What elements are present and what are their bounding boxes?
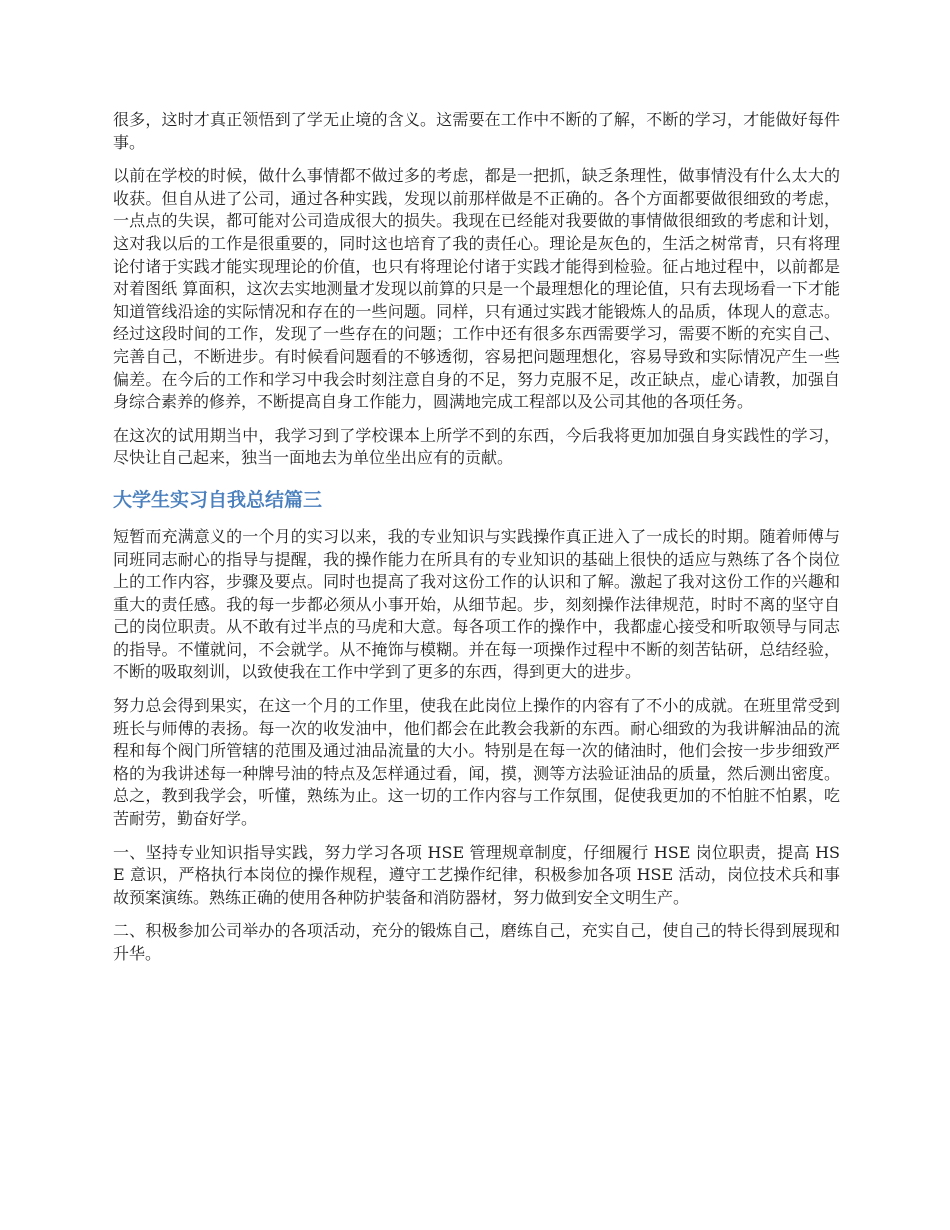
section-heading: 大学生实习自我总结篇三 (113, 488, 323, 511)
paragraph-7: 二、积极参加公司举办的各项活动，充分的锻炼自己，磨练自己，充实自己，使自己的特长得到展现和升华。 (113, 921, 840, 963)
paragraph-2: 以前在学校的时候，做什么事情都不做过多的考虑，都是一把抓，缺乏条理性，做事情没有什么太大的收获。但自从进了公司，通过各种实践，发现以前那样做是不正确的。各个方面都要做很细致的考虑，一点点的失误，都可能对公司造成很大的损失。我现在已经能对我要做的事情做很细致的考虑和计划，这对我以后的工作是很重要的，同时这也培育了我的责任心。理论是灰色的，生活之树常青，只有将理论付诸于实践才能实现理论的价值，也只有将理论付诸于实践才能得到检验。征占地过程中，以前都是对着图纸 算面积，这次去实地测量才发现以前算的只是一个最理想化的理论值，只有去现场看一下才能知道管线沿途的实际情况和存在的一些问题。同样，只有通过实践才能锻炼人的品质，体现人的意志。经过这段时间的工作，发现了一些存在的问题；工作中还有很多东西需要学习，需要不断的充实自己、完善自己，不断进步。有时候看问题看的不够透彻，容易把问题理想化，容易导致和实际情况产生一些偏差。在今后的工作和学习中我会时刻注意自身的不足，努力克服不足，改正缺点，虚心请教，加强自身综合素养的修养，不断提高自身工作能力，圆满地完成工程部以及公司其他的各项任务。 (113, 166, 840, 412)
paragraph-1: 很多，这时才真正领悟到了学无止境的含义。这需要在工作中不断的了解，不断的学习，才能做好每件事。 (113, 110, 840, 152)
paragraph-4: 短暂而充满意义的一个月的实习以来，我的专业知识与实践操作真正进入了一成长的时期。随着师傅与同班同志耐心的指导与提醒，我的操作能力在所具有的专业知识的基础上很快的适应与熟练了各个岗位上的工作内容，步骤及要点。同时也提高了我对这份工作的认识和了解。激起了我对这份工作的兴趣和重大的责任感。我的每一步都必须从小事开始，从细节起。步，刻刻操作法律规范，时时不离的坚守自己的岗位职责。从不敢有过半点的马虎和大意。每各项工作的操作中，我都虚心接受和听取领导与同志的指导。不懂就问，不会就学。从不掩饰与模糊。并在每一项操作过程中不断的刻苦钻研，总结经验，不断的吸取刻训，以致使我在工作中学到了更多的东西，得到更大的进步。 (113, 526, 840, 682)
paragraph-3: 在这次的试用期当中，我学习到了学校课本上所学不到的东西，今后我将更加加强自身实践性的学习，尽快让自己起来，独当一面地去为单位坐出应有的贡献。 (113, 425, 840, 468)
paragraph-5: 努力总会得到果实，在这一个月的工作里，使我在此岗位上操作的内容有了不小的成就。在班里常受到班长与师傅的表扬。每一次的收发油中，他们都会在此教会我新的东西。耐心细致的为我讲解油品的流程和每个阀门所管辖的范围及通过油品流量的大小。特别是在每一次的储油时，他们会按一步步细致严格的为我讲述每一种牌号油的特点及怎样通过看，闻，摸，测等方法验证油品的质量，然后测出密度。总之，教到我学会，听懂，熟练为止。这一切的工作内容与工作氛围，促使我更加的不怕脏不怕累，吃苦耐劳，勤奋好学。 (113, 696, 840, 829)
paragraph-6: 一、坚持专业知识指导实践，努力学习各项 HSE 管理规章制度，仔细履行 HSE 岗位职责，提高 HSE 意识，严格执行本岗位的操作规程，遵守工艺操作纪律，积极参加各项 HSE 活动，岗位技术兵和事故预案演练。熟练正确的使用各种防护装备和消防器材，努力做到安全文明生产。 (113, 842, 840, 907)
document-page (113, 109, 840, 977)
